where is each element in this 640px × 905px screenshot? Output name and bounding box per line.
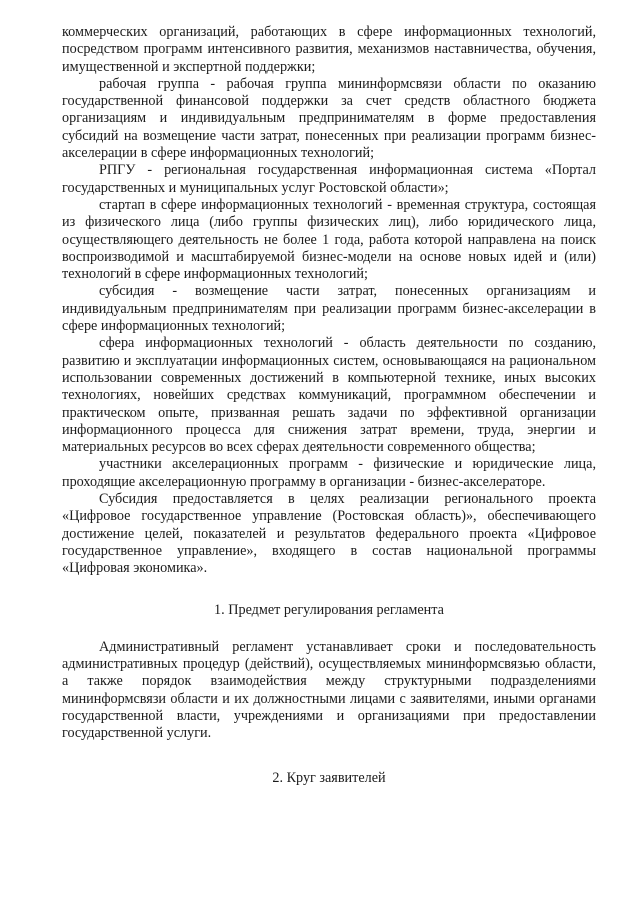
definition-rpgu: РПГУ - региональная государственная информационная система «Портал государственных и муниципальных услуг Ростовской области»; [62,162,596,196]
definition-subsidy: субсидия - возмещение части затрат, понесенных организациям и индивидуальным предпринимателям при реализации программ бизнес-акселерации в сфере информационных технологий; [62,283,596,335]
section-heading-subject: 1. Предмет регулирования регламента [214,601,444,618]
section-heading-applicants: 2. Круг заявителей [272,769,386,786]
definition-working-group: рабочая группа - рабочая группа мининформсвязи области по оказанию государственной финансовой поддержки за счет средств областного бюджета организациям и индивидуальным предпринимателям в форме предоставления субсидий на возмещение части затрат, понесенных при реализации программ бизнес-акселерации в сфере информационных технологий; [62,75,596,162]
definition-startup: стартап в сфере информационных технологий - временная структура, состоящая из физического лица (либо группы физических лиц), либо юридического лица, осуществляющего деятельность не более 1 года, работа которой направлена на поиск воспроизводимой и масштабируемой бизнес-модели на основе новых идей и (или) технологий в сфере информационных технологий; [62,196,596,283]
definition-participants: участники акселерационных программ - физические и юридические лица, проходящие акселерационную программу в организации - бизнес-акселераторе. [62,456,596,490]
paragraph-continued: коммерческих организаций, работающих в сфере информационных технологий, посредством программ интенсивного развития, механизмов наставничества, обучения, имущественной и экспертной поддержки; [62,24,596,75]
section-subject-text: Административный регламент устанавливает сроки и последовательность административных процедур (действий), осуществляемых мининформсвязью области, а также порядок взаимодействия между структурными подразделениями мининформсвязи области и их должностными лицами с заявителями, иными органами государственной власти, учреждениями и организациями при предоставлении государственной услуги. [62,638,596,742]
subsidy-purpose-paragraph: Субсидия предоставляется в целях реализации регионального проекта «Цифровое государственное управление (Ростовская область)», обеспечивающего достижение целей, показателей и результатов федерального проекта «Цифровое государственное управление», входящего в состав национальной программы «Цифровая экономика». [62,491,596,577]
definition-it-sphere: сфера информационных технологий - область деятельности по созданию, развитию и эксплуатации информационных систем, основывающаяся на рациональном использовании современных достижений в компьютерной технике, иных высоких технологиях, новейших средствах коммуникаций, программном обеспечении и практическом опыте, призванная решать задачи по эффективной организации информационного процесса для снижения затрат времени, труда, энергии и материальных ресурсов во всех сферах деятельности современного общества; [62,335,596,456]
